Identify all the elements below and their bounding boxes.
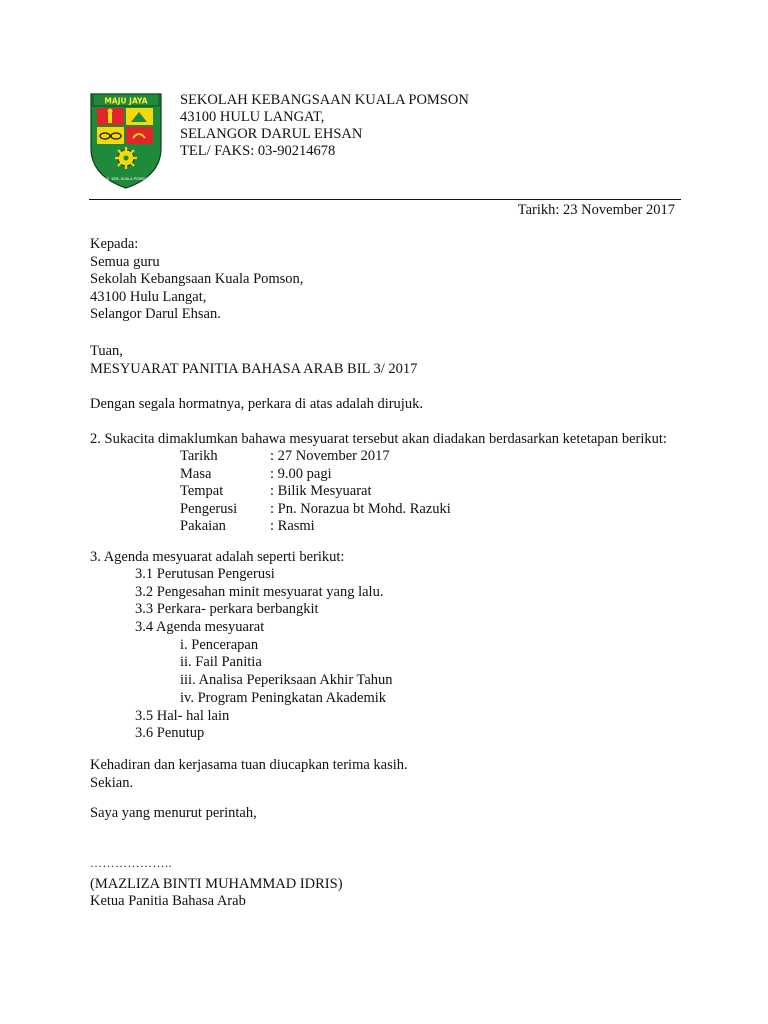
- detail-value: : Bilik Mesyuarat: [270, 483, 372, 500]
- agenda-subitem: iii. Analisa Peperiksaan Akhir Tahun: [180, 672, 393, 689]
- recipient-line: Selangor Darul Ehsan.: [90, 306, 221, 322]
- recipient-heading: Kepada:: [90, 236, 139, 252]
- signature-dots: ………………..: [90, 856, 172, 870]
- agenda-item: 3.6 Penutup: [135, 725, 205, 742]
- agenda-subitem: i. Pencerapan: [180, 636, 259, 653]
- agenda-list: [135, 566, 393, 743]
- address-line-1: 43100 HULU LANGAT,: [180, 109, 325, 125]
- closing-line: Kehadiran dan kerjasama tuan diucapkan terima kasih.: [90, 757, 408, 773]
- subject-line: MESYUARAT PANITIA BAHASA ARAB BIL 3/ 2017: [90, 361, 418, 377]
- recipient-line: 43100 Hulu Langat,: [90, 288, 207, 305]
- detail-row: [180, 483, 451, 501]
- closing-line: Sekian.: [90, 775, 134, 791]
- paragraph-agenda-intro: 3. Agenda mesyuarat adalah seperti berikut:: [90, 549, 345, 565]
- letter-date: Tarikh: 23 November 2017: [517, 202, 675, 218]
- detail-row: [180, 501, 451, 519]
- recipient-line: Semua guru: [90, 253, 160, 270]
- paragraph-notice: 2. Sukacita dimaklumkan bahawa mesyuarat tersebut akan diadakan berdasarkan ketetapan berikut:: [90, 431, 667, 447]
- logo-ring-text: SEK. KEB. KUALA POMSON: [102, 177, 150, 181]
- detail-value: : Rasmi: [270, 518, 315, 535]
- salutation-block: [90, 342, 417, 378]
- closing-block: [90, 756, 408, 792]
- detail-value: : 9.00 pagi: [270, 465, 332, 482]
- agenda-subitem: iv. Program Peningkatan Akademik: [180, 689, 387, 706]
- school-name: SEKOLAH KEBANGSAAN KUALA POMSON: [180, 92, 469, 108]
- header-divider: [89, 199, 681, 200]
- agenda-item: 3.3 Perkara- perkara berbangkit: [135, 601, 319, 618]
- detail-value: : Pn. Norazua bt Mohd. Razuki: [270, 500, 451, 517]
- detail-key: Tarikh: [180, 448, 218, 464]
- detail-key: Pakaian: [180, 518, 226, 535]
- logo-banner-text: MAJU JAYA: [104, 96, 148, 106]
- agenda-item: 3.4 Agenda mesyuarat: [135, 619, 265, 636]
- paragraph-intro: Dengan segala hormatnya, perkara di atas adalah dirujuk.: [90, 396, 423, 412]
- meeting-details: [180, 448, 451, 536]
- detail-key: Pengerusi: [180, 500, 238, 517]
- regards-line: Saya yang menurut perintah,: [90, 805, 257, 821]
- address-line-2: SELANGOR DARUL EHSAN: [180, 126, 363, 142]
- agenda-subitem: ii. Fail Panitia: [180, 654, 262, 671]
- school-crest-logo: [89, 90, 163, 190]
- detail-row: [180, 448, 451, 466]
- school-address-block: [180, 92, 469, 160]
- recipient-line: Sekolah Kebangsaan Kuala Pomson,: [90, 271, 304, 287]
- agenda-item: 3.2 Pengesahan minit mesyuarat yang lalu.: [135, 583, 384, 600]
- signatory-title: Ketua Panitia Bahasa Arab: [90, 893, 246, 909]
- detail-row: [180, 518, 451, 536]
- agenda-item: 3.1 Perutusan Pengerusi: [135, 566, 275, 582]
- signatory-name: (MAZLIZA BINTI MUHAMMAD IDRIS): [90, 876, 343, 892]
- agenda-item: 3.5 Hal- hal lain: [135, 707, 230, 724]
- detail-value: : 27 November 2017: [270, 448, 390, 464]
- recipient-block: [90, 236, 303, 324]
- detail-key: Masa: [180, 465, 212, 482]
- detail-row: [180, 466, 451, 484]
- detail-key: Tempat: [180, 483, 224, 500]
- phone-fax: TEL/ FAKS: 03-90214678: [180, 143, 336, 159]
- salutation: Tuan,: [90, 343, 123, 359]
